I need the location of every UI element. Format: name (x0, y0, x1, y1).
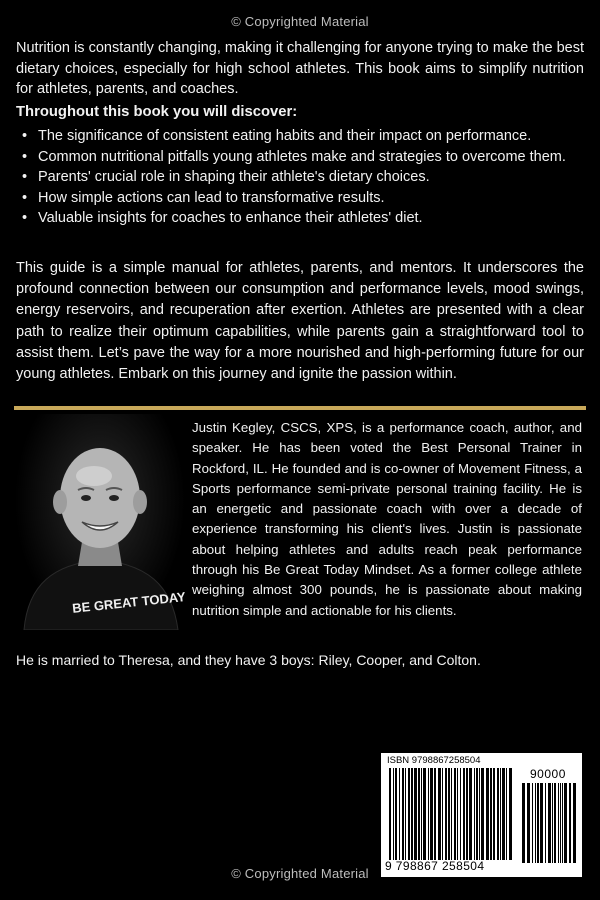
price-code: 90000 (530, 767, 566, 781)
barcode-bar (564, 783, 567, 863)
barcode-bar (463, 768, 465, 860)
list-item: • Parents' crucial role in shaping their athlete's dietary choices. (16, 167, 584, 188)
barcode-bars-main (389, 768, 515, 860)
author-family: He is married to Theresa, and they have 3 boys: Riley, Cooper, and Colton. (16, 652, 481, 668)
barcode-bar (466, 768, 468, 860)
barcode-bar (428, 768, 429, 860)
barcode-bar (457, 768, 458, 860)
barcode-bar (442, 768, 443, 860)
barcode-bar (560, 783, 561, 863)
author-bio: Justin Kegley, CSCS, XPS, is a performance coach, author, and speaker. He has been voted the Best Personal Trainer in Rockford, IL. He founded and is co-owner of Movement Fitness, a Sports performance semi-private personal training facility. He is an energetic and passionate coach with over a decade of experience transforming his client's lives. Justin is passionate about helping athletes and adults reach peak performance through his Be Great Today Mindset. As a former college athlete weighing almost 300 pounds, he is passionate about making nutrition simple and actionable for his clients. (192, 420, 582, 618)
guide-paragraph: This guide is a simple manual for athletes, parents, and mentors. It underscores the profound connection between our consumption and performance levels, mood swings, energy reservoirs, and recuperation after exertion. Athletes are presented with a clear path to realize their optimum capabilities, while parents gain a straightforward tool to assist them. Let’s pave the way for a more nourished and high-performing future for our young athletes. Embark on this journey and ignite the passion within. (16, 260, 584, 383)
barcode-bar (540, 783, 543, 863)
barcode-digits: 9 798867 258504 (385, 859, 485, 873)
author-portrait-illustration (14, 414, 186, 630)
barcode-bar (430, 768, 433, 860)
barcode-bar (418, 768, 420, 860)
gold-divider (14, 406, 586, 410)
barcode-bar (481, 768, 484, 860)
barcode-bar (522, 783, 525, 863)
barcode-bar (497, 768, 499, 860)
isbn-label: ISBN 9798867258504 (387, 755, 481, 766)
barcode-bar (573, 783, 576, 863)
barcode-bar (399, 768, 400, 860)
discover-heading: Throughout this book you will discover: (16, 104, 298, 120)
barcode-bar (451, 768, 452, 860)
barcode-bar (554, 783, 556, 863)
barcode-bar (474, 768, 475, 860)
barcode-bar (389, 768, 391, 860)
barcode-bar (421, 768, 422, 860)
barcode-bar (537, 783, 539, 863)
barcode-bar (558, 783, 559, 863)
barcode-bar (414, 768, 417, 860)
shirt-slogan-text: BE GREAT TODAY (71, 589, 186, 616)
barcode-bar (552, 783, 553, 863)
barcode-bar (454, 768, 456, 860)
barcode-bar (535, 783, 536, 863)
barcode-bar (502, 768, 505, 860)
barcode-bar (423, 768, 426, 860)
list-item: • The significance of consistent eating habits and their impact on performance. (16, 126, 584, 147)
barcode-bar (434, 768, 436, 860)
barcode-bar (500, 768, 501, 860)
author-photo (14, 414, 186, 630)
copyright-watermark-bottom: © Copyrighted Material (231, 866, 369, 881)
barcode-bar (562, 783, 563, 863)
barcode-bar (569, 783, 571, 863)
barcode-bar (408, 768, 410, 860)
barcode-bar (548, 783, 551, 863)
barcode-bar (545, 783, 546, 863)
barcode-bar (493, 768, 495, 860)
barcode-bars-addon (522, 783, 576, 863)
barcode-bar (448, 768, 450, 860)
barcode-bar (490, 768, 492, 860)
barcode-bar (411, 768, 413, 860)
barcode-bar (469, 768, 472, 860)
barcode-bar (393, 768, 394, 860)
intro-paragraph: Nutrition is constantly changing, making it challenging for anyone trying to make the best dietary choices, especially for high school athletes. This book aims to simplify nutrition for athletes, parents, and coaches. (16, 40, 584, 97)
isbn-barcode (381, 753, 582, 877)
barcode-bar (509, 768, 512, 860)
discover-list (16, 126, 584, 229)
list-item: • How simple actions can lead to transformative results. (16, 188, 584, 209)
barcode-bar (506, 768, 507, 860)
barcode-bar (395, 768, 397, 860)
barcode-bar (438, 768, 441, 860)
barcode-bar (402, 768, 404, 860)
list-item: • Valuable insights for coaches to enhance their athletes' diet. (16, 208, 584, 229)
copyright-watermark-top: © Copyrighted Material (231, 14, 369, 29)
barcode-bar (479, 768, 480, 860)
barcode-bar (405, 768, 406, 860)
barcode-bar (445, 768, 447, 860)
barcode-bar (527, 783, 530, 863)
barcode-bar (486, 768, 489, 860)
barcode-bar (532, 783, 533, 863)
barcode-bar (476, 768, 478, 860)
barcode-bar (460, 768, 461, 860)
list-item: • Common nutritional pitfalls young athletes make and strategies to overcome them. (16, 147, 584, 168)
